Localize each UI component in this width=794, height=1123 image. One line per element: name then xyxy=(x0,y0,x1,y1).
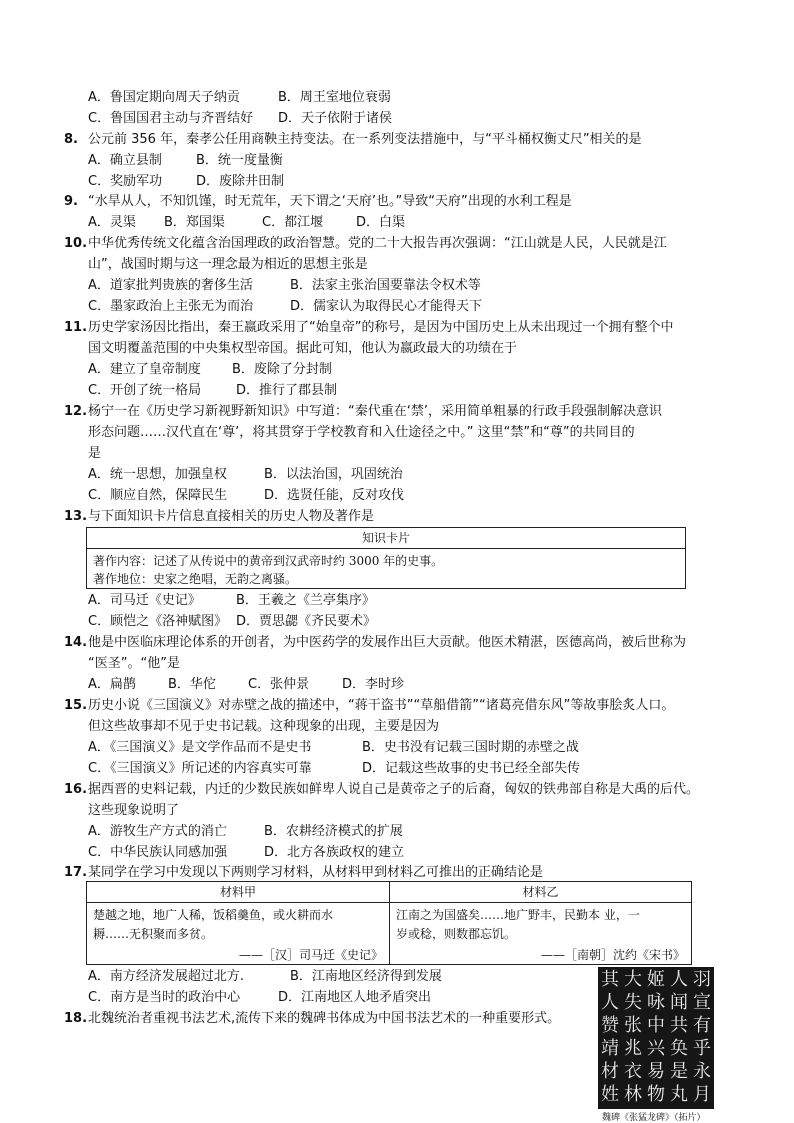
q12-stem-line2: 形态问题……汉代直在‘尊’，将其贯穿于学校教育和入仕途径之中。” 这里“禁”和“尊”的共同目的 xyxy=(88,425,635,440)
q9-number: 9. xyxy=(64,194,78,209)
q17-option-d: D．江南地区人地矛盾突出 xyxy=(278,990,432,1005)
q11-option-c: C．开创了统一格局 xyxy=(88,383,202,398)
knowledge-card xyxy=(86,527,686,589)
q17-number: 17. xyxy=(64,865,88,880)
q12-option-c: C．顺应自然，保障民生 xyxy=(88,488,228,503)
rubbing-glyph: 材 xyxy=(601,1061,619,1082)
knowledge-card-line1: 著作内容：记述了从传说中的黄帝到汉武帝时约 3000 年的史事。 xyxy=(93,554,444,568)
q12-option-d: D．选贤任能，反对攻伐 xyxy=(264,488,405,503)
rubbing-glyph: 大 xyxy=(624,969,642,990)
q8-option-a: A．确立县制 xyxy=(88,153,162,168)
rubbing-glyph: 永 xyxy=(693,1061,711,1082)
q13-option-d: D．贾思勰《齐民要术》 xyxy=(236,614,377,629)
q16-stem-line2: 这些现象说明了 xyxy=(88,803,180,818)
q16-stem-line1: 据西晋的史料记载，内迁的少数民族如鲜卑人说自己是黄帝之子的后裔，匈奴的铁弗部自称是大禹的后代。 xyxy=(88,782,700,797)
q9-option-c: C．都江堰 xyxy=(262,215,324,230)
q17-option-a: A．南方经济发展超过北方. xyxy=(88,969,245,984)
rubbing-glyph: 乎 xyxy=(693,1038,711,1059)
q13-number: 13. xyxy=(64,509,88,524)
q11-option-d: D．推行了郡县制 xyxy=(236,383,338,398)
rubbing-glyph: 奂 xyxy=(670,1038,688,1059)
q14-option-c: C．张仲景 xyxy=(248,677,310,692)
rubbing-glyph: 咏 xyxy=(647,992,665,1013)
q14-number: 14. xyxy=(64,635,88,650)
q12-number: 12. xyxy=(64,404,88,419)
material-b-line2: 岁或稔，则数郡忘饥。 xyxy=(396,927,517,941)
q7-option-c: C．鲁国国君主动与齐晋结好 xyxy=(88,111,254,126)
q15-stem-line1: 历史小说《三国演义》对赤壁之战的描述中，“蒋干盗书”“草船借箭”“诸葛亮借东风”等故事脍炙人口。 xyxy=(88,698,675,713)
q8-option-c: C．奖励军功 xyxy=(88,174,163,189)
q16-option-b: B．农耕经济模式的扩展 xyxy=(264,824,403,839)
material-a-line1: 楚越之地，地广人稀，饭稻羹鱼，或火耕而水 xyxy=(93,908,334,922)
rubbing-glyph: 共 xyxy=(670,1015,688,1036)
knowledge-card-title: 知识卡片 xyxy=(87,528,685,549)
rubbing-glyph: 张 xyxy=(624,1015,642,1036)
q18-number: 18. xyxy=(64,1011,88,1026)
q12-option-a: A．统一思想，加强皇权 xyxy=(88,467,227,482)
q15-stem-line2: 但这些故事却不见于史书记载。这种现象的出现，主要是因为 xyxy=(88,719,440,734)
material-a-line2: 耨……无积聚而多贫。 xyxy=(93,927,214,941)
rubbing-glyph: 有 xyxy=(693,1015,711,1036)
q15-option-c: C．《三国演义》所记述的内容真实可靠 xyxy=(88,761,312,776)
q10-option-a: A．道家批判贵族的奢侈生活 xyxy=(88,278,253,293)
q11-option-a: A．建立了皇帝制度 xyxy=(88,362,201,377)
q10-option-d: D．儒家认为取得民心才能得天下 xyxy=(290,299,483,314)
q14-stem-line2: “医圣”。“他”是 xyxy=(88,656,180,671)
rubbing-glyph: 物 xyxy=(647,1084,665,1105)
rubbing-glyph: 其 xyxy=(601,969,619,990)
q17-stem: 某同学在学习中发现以下两则学习材料，从材料甲到材料乙可推出的正确结论是 xyxy=(88,865,544,880)
q17-option-c: C．南方是当时的政治中心 xyxy=(88,990,241,1005)
stele-rubbing-image xyxy=(598,967,714,1109)
rubbing-glyph: 兴 xyxy=(647,1038,665,1059)
q14-option-b: B．华佗 xyxy=(168,677,216,692)
q12-stem-line1: 杨宁一在《历史学习新视野新知识》中写道：“秦代重在‘禁’，采用简单粗暴的行政手段强制解决意识 xyxy=(88,404,663,419)
rubbing-glyph: 林 xyxy=(624,1084,642,1105)
rubbing-glyph: 易 xyxy=(647,1061,665,1082)
material-b-line1: 江南之为国盛矣……地广野丰，民勤本 业，一 xyxy=(396,908,640,922)
q14-stem-line1: 他是中医临床理论体系的开创者，为中医药学的发展作出巨大贡献。他医术精湛，医德高尚，被后世称为 xyxy=(88,635,687,650)
rubbing-glyph: 丸 xyxy=(670,1084,688,1105)
q8-option-b: B．统一度量衡 xyxy=(196,153,283,168)
q10-option-b: B．法家主张治国要靠法令权术等 xyxy=(290,278,481,293)
q15-number: 15. xyxy=(64,698,88,713)
rubbing-glyph: 宣 xyxy=(693,992,711,1013)
rubbing-glyph: 人 xyxy=(601,992,619,1013)
rubbing-glyph: 失 xyxy=(624,992,642,1013)
q9-option-a: A．灵渠 xyxy=(88,215,136,230)
material-b-source: ——［南朝］沈约《宋书》 xyxy=(540,948,685,962)
q15-option-a: A．《三国演义》是文学作品而不是史书 xyxy=(88,740,312,755)
material-a-source: ——［汉］司马迁《史记》 xyxy=(238,948,383,962)
q10-stem-line1: 中华优秀传统文化蕴含治国理政的政治智慧。党的二十大报告再次强调：“江山就是人民，人民就是江 xyxy=(88,236,667,251)
material-b-cell xyxy=(390,882,691,964)
q16-number: 16. xyxy=(64,782,88,797)
rubbing-glyph: 姬 xyxy=(647,969,665,990)
rubbing-glyph: 羽 xyxy=(693,969,711,990)
q18-stem: 北魏统治者重视书法艺术,流传下来的魏碑书体成为中国书法艺术的一种重要形式。 xyxy=(88,1011,561,1026)
q8-stem: 公元前 356 年，秦孝公任用商鞅主持变法。在一系列变法措施中，与“平斗桶权衡丈尺”相关的是 xyxy=(88,132,642,147)
q17-option-b: B．江南地区经济得到发展 xyxy=(290,969,442,984)
q7-option-b: B．周王室地位衰弱 xyxy=(278,90,391,105)
rubbing-glyph: 是 xyxy=(670,1061,688,1082)
q9-option-b: B．郑国渠 xyxy=(164,215,225,230)
rubbing-glyph: 衣 xyxy=(624,1061,642,1082)
material-a-title: 材料甲 xyxy=(87,882,389,903)
q16-option-d: D．北方各族政权的建立 xyxy=(264,845,405,860)
q11-number: 11. xyxy=(64,320,88,335)
q8-number: 8. xyxy=(64,132,78,147)
q16-option-c: C．中华民族认同感加强 xyxy=(88,845,228,860)
material-a-cell xyxy=(87,882,390,964)
rubbing-glyph: 兆 xyxy=(624,1038,642,1059)
rubbing-caption: 魏碑《张猛龙碑》（拓片） xyxy=(602,1113,706,1123)
q14-option-d: D．李时珍 xyxy=(342,677,405,692)
rubbing-glyph: 赞 xyxy=(601,1015,619,1036)
rubbing-glyph: 人 xyxy=(670,969,688,990)
q9-option-d: D．白渠 xyxy=(356,215,406,230)
q10-number: 10. xyxy=(64,236,88,251)
q11-stem-line2: 国文明覆盖范围的中央集权型帝国。据此可知，他认为嬴政最大的功绩在于 xyxy=(88,341,518,356)
rubbing-glyph: 月 xyxy=(693,1084,711,1105)
q14-option-a: A．扁鹊 xyxy=(88,677,136,692)
q10-option-c: C．墨家政治上主张无为而治 xyxy=(88,299,254,314)
q12-option-b: B．以法治国，巩固统治 xyxy=(264,467,403,482)
q9-stem: “水旱从人，不知饥馑，时无荒年，天下谓之‘天府’也。”导致“天府”出现的水利工程是 xyxy=(88,194,572,209)
q13-option-a: A．司马迁《史记》 xyxy=(88,593,201,608)
q12-stem-line3: 是 xyxy=(88,446,102,461)
q15-option-d: D．记载这些故事的史书已经全部失传 xyxy=(362,761,581,776)
rubbing-glyph: 中 xyxy=(647,1015,665,1036)
materials-table xyxy=(86,881,692,965)
rubbing-glyph: 靖 xyxy=(601,1038,619,1059)
rubbing-glyph: 闻 xyxy=(670,992,688,1013)
material-b-title: 材料乙 xyxy=(390,882,691,903)
q13-stem: 与下面知识卡片信息直接相关的历史人物及著作是 xyxy=(88,509,375,524)
q10-stem-line2: 山”，战国时期与这一理念最为相近的思想主张是 xyxy=(88,257,368,272)
q16-option-a: A．游牧生产方式的消亡 xyxy=(88,824,227,839)
q11-stem-line1: 历史学家汤因比指出，秦王嬴政采用了“始皇帝”的称号，是因为中国历史上从未出现过一个拥有整个中 xyxy=(88,320,674,335)
q15-option-b: B．史书没有记载三国时期的赤壁之战 xyxy=(362,740,579,755)
rubbing-glyph: 姓 xyxy=(601,1084,619,1105)
q8-option-d: D．废除井田制 xyxy=(196,174,285,189)
knowledge-card-line2: 著作地位：史家之绝唱，无韵之离骚。 xyxy=(93,572,298,586)
q7-option-a: A．鲁国定期向周天子纳贡 xyxy=(88,90,240,105)
q13-option-c: C．顾恺之《洛神赋图》 xyxy=(88,614,228,629)
q7-option-d: D．天子依附于诸侯 xyxy=(278,111,393,126)
q13-option-b: B．王羲之《兰亭集序》 xyxy=(236,593,375,608)
q11-option-b: B．废除了分封制 xyxy=(232,362,332,377)
